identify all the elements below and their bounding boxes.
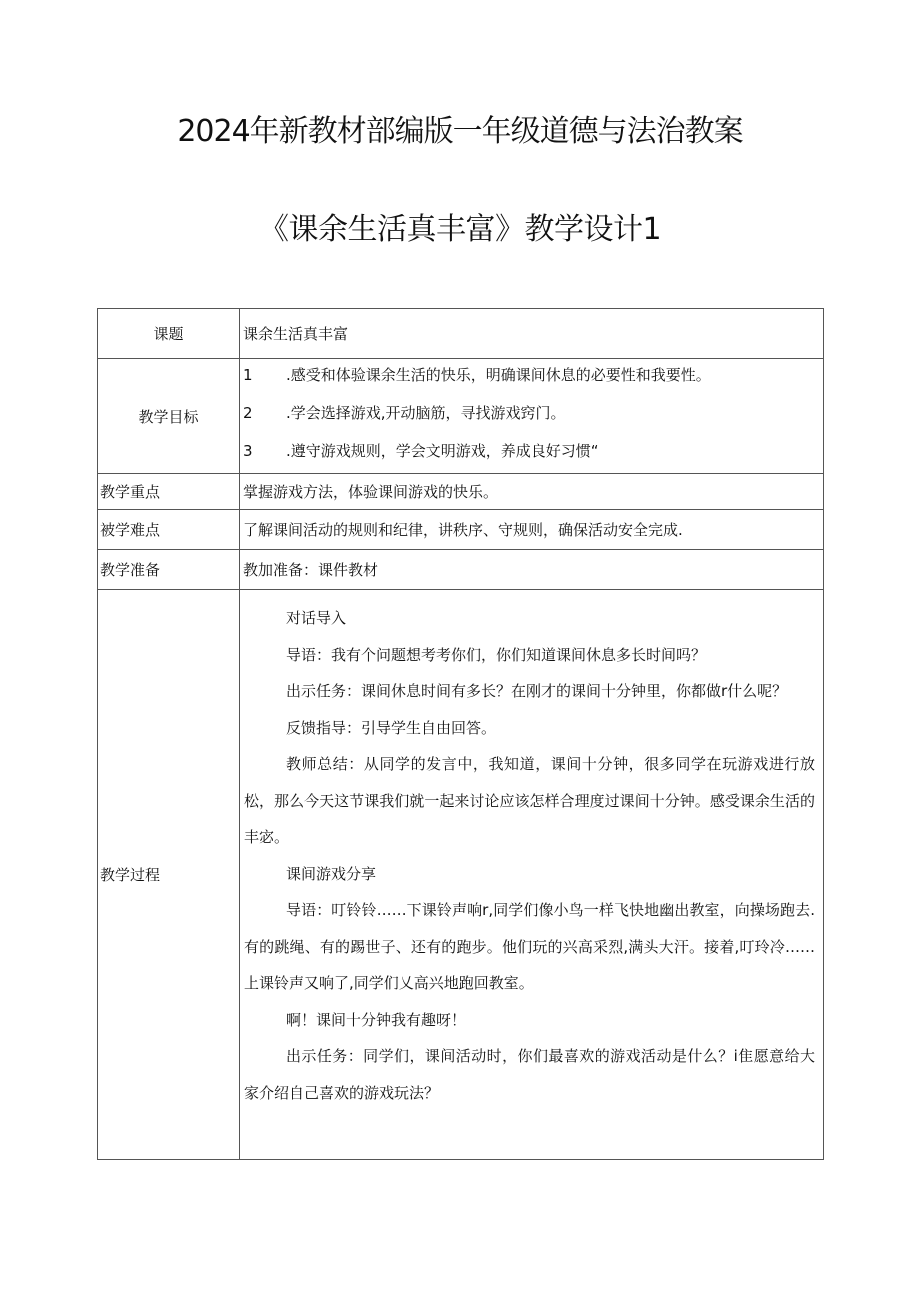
process-paragraph: 反馈指导：引导学生自由回答。 [286, 718, 497, 737]
goal-item [240, 397, 823, 435]
topic-value: 课余生活真丰富 [240, 309, 824, 359]
goal-item [240, 359, 823, 397]
goal-item [240, 435, 823, 473]
table-row-preparation [98, 550, 824, 590]
table-row-key-points [98, 474, 824, 510]
goals-list [240, 359, 824, 474]
table-row-goals [98, 359, 824, 474]
goal-number: 2 [243, 404, 253, 422]
topic-label: 课题 [98, 309, 240, 359]
preparation-value: 教加准备：课件教材 [240, 550, 824, 590]
table-row-topic [98, 309, 824, 359]
process-paragraph: 导语：我有个问题想考考你们，你们知道课间休息多长时间吗？ [286, 645, 707, 664]
process-paragraph: 教师总结：从同学的发言中，我知道，课间十分钟，很多同学在玩游戏进行放松，那么今天这节课我们就一起来讨论应该怎样合理度过课间十分钟。感受课余生活的丰宓。 [244, 755, 815, 846]
table-row-process [98, 590, 824, 1160]
key-points-label: 教学重点 [98, 474, 240, 510]
difficulties-label: 被学难点 [98, 510, 240, 550]
process-label: 教学过程 [98, 590, 240, 1160]
table-row-difficulties [98, 510, 824, 550]
goal-text: .遵守游戏规则，学会文明游戏，养成良好习惯“ [286, 442, 599, 460]
difficulties-value: 了解课间活动的规则和纪律，讲秩序、守规则，确保活动安全完成. [240, 510, 824, 550]
process-paragraph: 出示任务：同学们，课间活动时，你们最喜欢的游戏活动是什么？i隹愿意给大家介绍自己喜欢的游戏玩法？ [244, 1047, 815, 1102]
goal-number: 3 [243, 442, 253, 460]
process-paragraph: 课间游戏分享 [286, 864, 377, 883]
lesson-plan-table [97, 308, 824, 1160]
goal-number: 1 [243, 366, 253, 384]
process-content [240, 590, 824, 1160]
process-paragraph: 对话导入 [286, 609, 347, 627]
document-title: 2024年新教材部编版一年级道德与法治教案 [177, 114, 743, 149]
key-points-value: 掌握游戏方法，体验课间游戏的快乐。 [240, 474, 824, 510]
process-paragraph: 导语：叮铃铃……下课铃声响r,同学们像小鸟一样飞快地幽出教室，向操场跑去.有的跳绳、有的踢世子、还有的跑步。他们玩的兴高采烈,满头大汗。接着,叮玲冷……上课铃声又响了,同学们乂高兴地跑回教室。 [244, 901, 815, 992]
goal-text: .学会选择游戏,开动脑筋，寻找游戏窍门。 [286, 404, 566, 422]
document-subtitle: 《课余生活真丰富》教学设计1 [258, 212, 662, 247]
goal-text: .感受和体验课余生活的快乐，明确课间休息的必要性和我要性。 [286, 366, 711, 384]
preparation-label: 教学准备 [98, 550, 240, 590]
goals-label: 教学目标 [98, 359, 240, 474]
process-paragraph: 啊！课间十分钟我有趣呀！ [286, 1010, 467, 1029]
process-paragraph: 出示任务：课间休息时间有多长？在刚才的课间十分钟里，你都做r什么呢？ [286, 682, 788, 700]
